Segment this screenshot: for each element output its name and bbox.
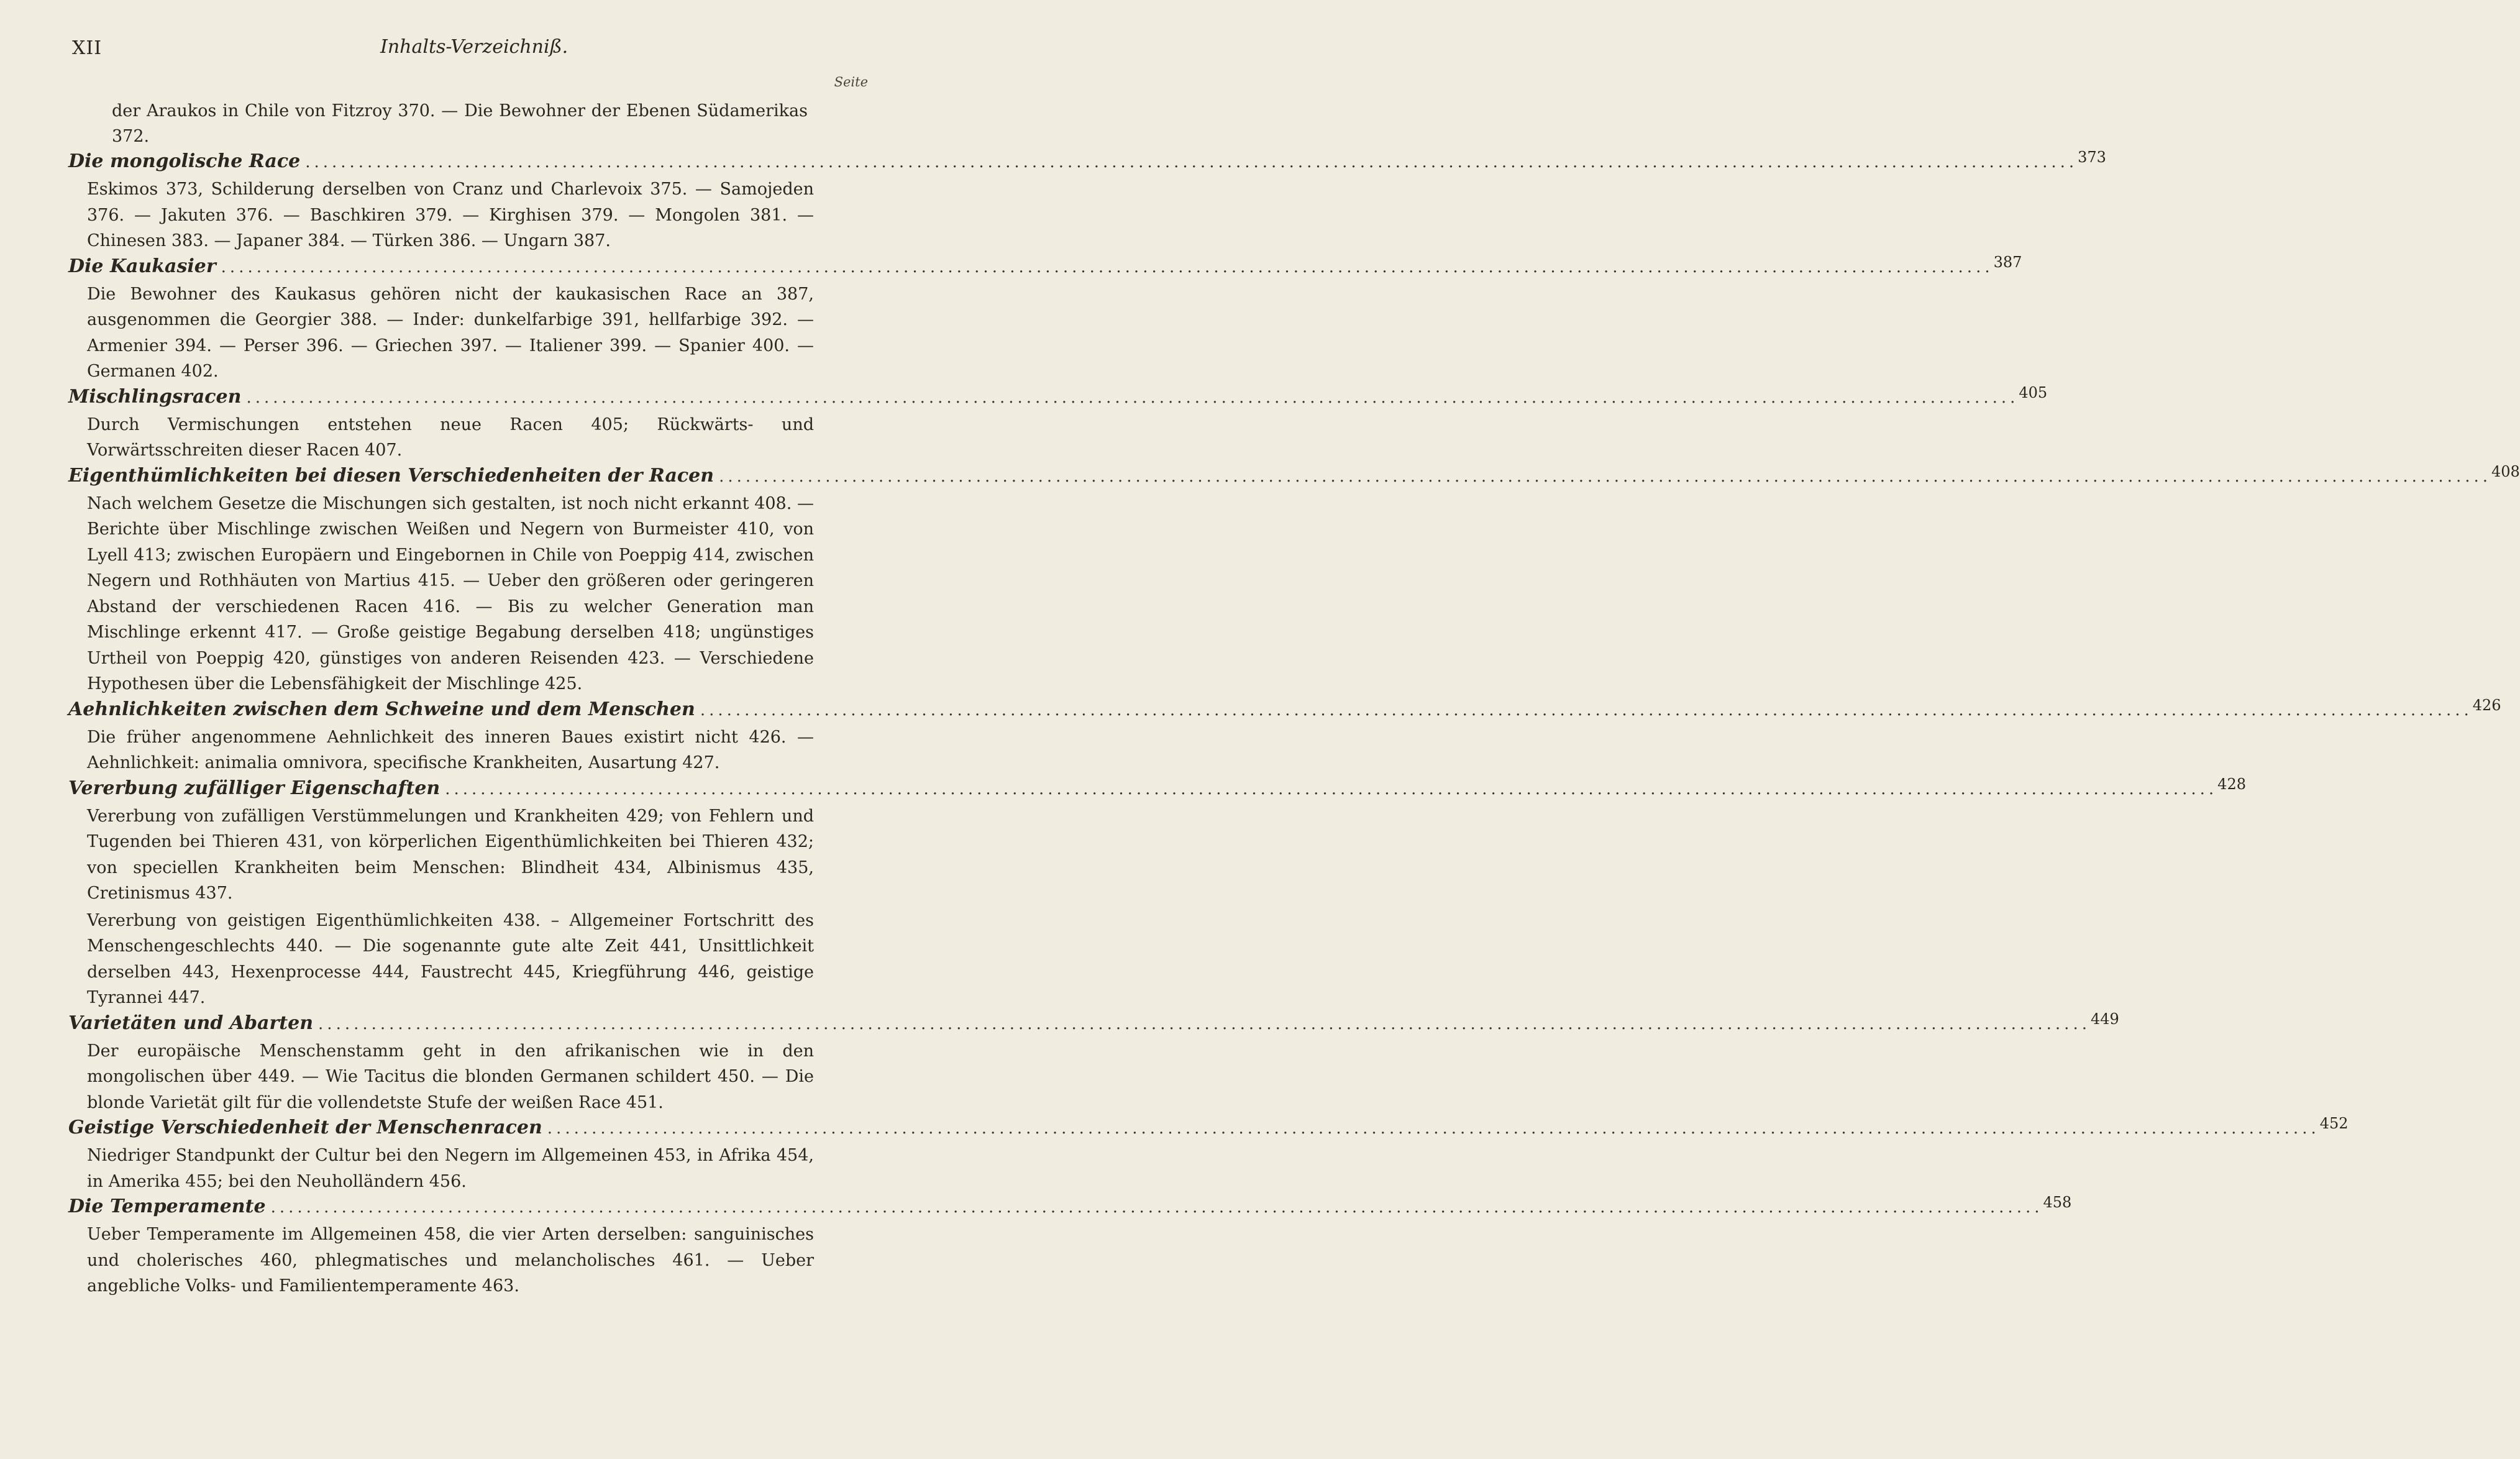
toc-entry-page: 426 (2472, 696, 2501, 714)
running-title: Inhalts-Verzeichniß. (380, 36, 568, 58)
toc-entry-title: Die Kaukasier (68, 255, 216, 277)
toc-entry-page: 452 (2319, 1115, 2349, 1132)
description-paragraph: Eskimos 373, Schilderung derselben von Cranz und Charlevoix 375. — Samojeden 376. — Jakuten 376. — Baschkiren 379. — Kirghisen 379. — Mongolen 381. — Chinesen 383. — Japaner 384. — Türken 386. — Ungarn 387. (87, 180, 814, 250)
toc-entry-description (87, 1222, 814, 1299)
toc-entry-description (87, 176, 814, 254)
description-paragraph: Niedriger Standpunkt der Cultur bei den Negern im Allgemeinen 453, in Afrika 454, in Amerika 455; bei den Neuholländern 456. (87, 1146, 814, 1191)
description-paragraph: Der europäische Menschenstamm geht in den afrikanischen wie in den mongolischen über 449. — Wie Tacitus die blonden Germanen schildert 450. — Die blonde Varietät gilt für die vollendetste Stufe der weißen Race 451. (87, 1041, 814, 1112)
dot-leader: ........................................................................................................................................................................................................ (547, 1119, 2320, 1138)
dot-leader: ........................................................................................................................................................................................................ (221, 257, 1994, 277)
table-of-contents (68, 98, 2520, 1299)
toc-entry (68, 383, 2048, 464)
toc-entry-description (87, 491, 814, 697)
toc-entry (68, 775, 2246, 1011)
toc-entry-page: 458 (2043, 1194, 2072, 1211)
toc-entry-title: Eigenthümlichkeiten bei diesen Verschiedenheiten der Racen (68, 464, 714, 487)
toc-entry-description (87, 281, 814, 385)
dot-leader: ........................................................................................................................................................................................................ (318, 1014, 2091, 1033)
toc-entry-title: Geistige Verschiedenheit der Menschenracen (68, 1117, 542, 1138)
toc-entry-title: Die mongolische Race (68, 150, 301, 172)
toc-entry-page: 408 (2491, 462, 2520, 480)
toc-heading-row (68, 383, 2048, 412)
toc-heading-row (68, 462, 2520, 491)
toc-entry (68, 696, 2501, 776)
toc-entry-description (87, 803, 814, 1011)
toc-entry-title: Mischlingsracen (68, 385, 242, 408)
dot-leader: ........................................................................................................................................................................................................ (700, 700, 2473, 720)
description-paragraph: Die Bewohner des Kaukasus gehören nicht der kaukasischen Race an 387, ausgenommen die Georgier 388. — Inder: dunkelfarbige 391, hellfarbige 392. — Armenier 394. — Perser 396. — Griechen 397. — Italiener 399. — Spanier 400. — Germanen 402. (87, 284, 814, 381)
continued-text: der Araukos in Chile von Fitzroy 370. — Die Bewohner der Ebenen Südamerikas 372. (112, 101, 808, 146)
dot-leader: ........................................................................................................................................................................................................ (246, 388, 2019, 407)
seite-label: Seite (834, 75, 868, 89)
toc-entries (68, 149, 2520, 1299)
toc-entry (68, 253, 2022, 385)
toc-entry-page: 428 (2217, 775, 2246, 793)
toc-heading-row (68, 149, 2106, 176)
toc-entry (68, 1194, 2072, 1299)
toc-entry-title: Varietäten und Abarten (68, 1012, 314, 1034)
dot-leader: ........................................................................................................................................................................................................ (270, 1198, 2043, 1217)
toc-heading-row (68, 1010, 2119, 1038)
toc-entry-title: Die Temperamente (68, 1196, 266, 1217)
toc-heading-row (68, 253, 2022, 281)
toc-entry-page: 449 (2090, 1010, 2119, 1028)
dot-leader: ........................................................................................................................................................................................................ (305, 153, 2078, 172)
toc-heading-row (68, 696, 2501, 725)
description-paragraph: Die früher angenommene Aehnlichkeit des inneren Baues existirt nicht 426. — Aehnlichkeit: animalia omnivora, specifische Krankheiten, Ausartung 427. (87, 727, 814, 772)
toc-entry (68, 1115, 2349, 1194)
toc-entry-title: Aehnlichkeiten zwischen dem Schweine und dem Menschen (68, 698, 695, 720)
description-paragraph: Vererbung von zufälligen Verstümmelungen und Krankheiten 429; von Fehlern und Tugenden bei Thieren 431, von körperlichen Eigenthümlichkeiten bei Thieren 432; von speciellen Krankheiten beim Menschen: Blindheit 434, Albinismus 435, Cretinismus 437. (87, 806, 814, 903)
toc-heading-row (68, 1194, 2072, 1222)
toc-entry-page: 373 (2078, 149, 2106, 166)
description-paragraph: Nach welchem Gesetze die Mischungen sich gestalten, ist noch nicht erkannt 408. — Berichte über Mischlinge zwischen Weißen und Negern von Burmeister 410, von Lyell 413; zwischen Europäern und Eingebornen in Chile von Poeppig 414, zwischen Negern und Rothhäuten von Martius 415. — Ueber den größeren oder geringeren Abstand der verschiedenen Racen 416. — Bis zu welcher Generation man Mischlinge erkennt 417. — Große geistige Begabung derselben 418; ungünstiges Urtheil von Poeppig 420, günstiges von anderen Reisenden 423. — Verschiedene Hypothesen über die Lebensfähigkeit der Mischlinge 425. (87, 493, 814, 693)
toc-entry (68, 1010, 2119, 1116)
description-paragraph: Ueber Temperamente im Allgemeinen 458, die vier Arten derselben: sanguinisches und cholerisches 460, phlegmatisches und melancholisches 461. — Ueber angebliche Volks- und Familientemperamente 463. (87, 1225, 814, 1296)
description-paragraph: Durch Vermischungen entstehen neue Racen 405; Rückwärts- und Vorwärtsschreiten dieser Racen 407. (87, 414, 814, 460)
toc-entry-page: 405 (2019, 383, 2048, 401)
toc-heading-row (68, 775, 2246, 803)
toc-entry-description (87, 725, 814, 776)
toc-entry-title: Vererbung zufälliger Eigenschaften (68, 777, 441, 799)
toc-entry-page: 387 (1993, 253, 2022, 271)
toc-entry-description (87, 1038, 814, 1116)
dot-leader: ........................................................................................................................................................................................................ (445, 779, 2218, 798)
toc-entry (68, 149, 2106, 254)
toc-heading-row (68, 1115, 2349, 1143)
dot-leader: ........................................................................................................................................................................................................ (719, 467, 2492, 486)
page-number: XII (72, 37, 103, 59)
toc-entry-description (87, 412, 814, 464)
toc-entry (68, 462, 2520, 697)
description-paragraph: Vererbung von geistigen Eigenthümlichkeiten 438. – Allgemeiner Fortschritt des Menschengeschlechts 440. — Die sogenannte gute alte Zeit 441, Unsittlichkeit derselben 443, Hexenprocesse 444, Faustrecht 445, Kriegführung 446, geistige Tyrannei 447. (87, 910, 814, 1007)
toc-entry-description (87, 1143, 814, 1194)
